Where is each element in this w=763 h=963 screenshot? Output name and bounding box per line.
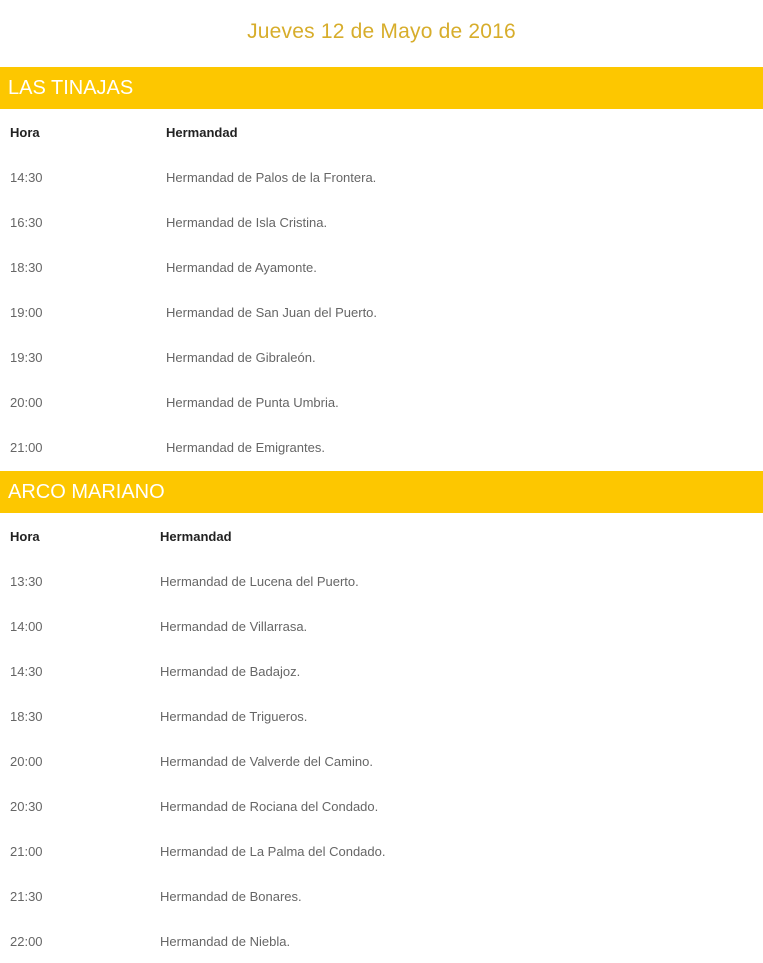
table-row [0,168,763,188]
row-hora: 18:30 [10,260,43,275]
row-hora: 20:00 [10,395,43,410]
row-hora: 21:30 [10,889,43,904]
table-row [0,572,763,592]
row-hermandad: Hermandad de Ayamonte. [166,260,317,275]
table-row [0,887,763,907]
row-hermandad: Hermandad de Rociana del Condado. [160,799,379,814]
table-header-row [0,527,763,547]
row-hermandad: Hermandad de San Juan del Puerto. [166,305,378,320]
table-row [0,303,763,323]
row-hora: 14:00 [10,619,43,634]
row-hermandad: Hermandad de Isla Cristina. [166,215,328,230]
row-hora: 16:30 [10,215,43,230]
row-hora: 13:30 [10,574,43,589]
column-header-hora: Hora [10,529,40,544]
table-row [0,707,763,727]
row-hermandad: Hermandad de Emigrantes. [166,440,325,455]
row-hermandad: Hermandad de La Palma del Condado. [160,844,386,859]
row-hermandad: Hermandad de Gibraleón. [166,350,316,365]
row-hermandad: Hermandad de Palos de la Frontera. [166,170,377,185]
row-hermandad: Hermandad de Badajoz. [160,664,301,679]
row-hora: 20:00 [10,754,43,769]
page-title: Jueves 12 de Mayo de 2016 [247,20,516,43]
row-hora: 20:30 [10,799,43,814]
table-row [0,393,763,413]
table-row [0,348,763,368]
column-header-hora: Hora [10,125,40,140]
row-hermandad: Hermandad de Villarrasa. [160,619,308,634]
section-header-arco-mariano: ARCO MARIANO [0,471,763,513]
row-hora: 19:00 [10,305,43,320]
table-row [0,662,763,682]
table-row [0,797,763,817]
row-hora: 19:30 [10,350,43,365]
row-hermandad: Hermandad de Niebla. [160,934,291,949]
row-hermandad: Hermandad de Bonares. [160,889,302,904]
table-row [0,617,763,637]
row-hermandad: Hermandad de Valverde del Camino. [160,754,373,769]
row-hora: 18:30 [10,709,43,724]
table-row [0,842,763,862]
table-row [0,932,763,952]
section-header-las-tinajas: LAS TINAJAS [0,67,763,109]
row-hora: 14:30 [10,170,43,185]
table-row [0,752,763,772]
row-hora: 22:00 [10,934,43,949]
row-hora: 14:30 [10,664,43,679]
column-header-hermandad: Hermandad [160,529,232,544]
table-row [0,438,763,458]
column-header-hermandad: Hermandad [166,125,238,140]
table-row [0,213,763,233]
row-hermandad: Hermandad de Punta Umbria. [166,395,339,410]
table-header-row [0,123,763,143]
row-hermandad: Hermandad de Lucena del Puerto. [160,574,359,589]
row-hora: 21:00 [10,440,43,455]
row-hermandad: Hermandad de Trigueros. [160,709,308,724]
table-row [0,258,763,278]
row-hora: 21:00 [10,844,43,859]
